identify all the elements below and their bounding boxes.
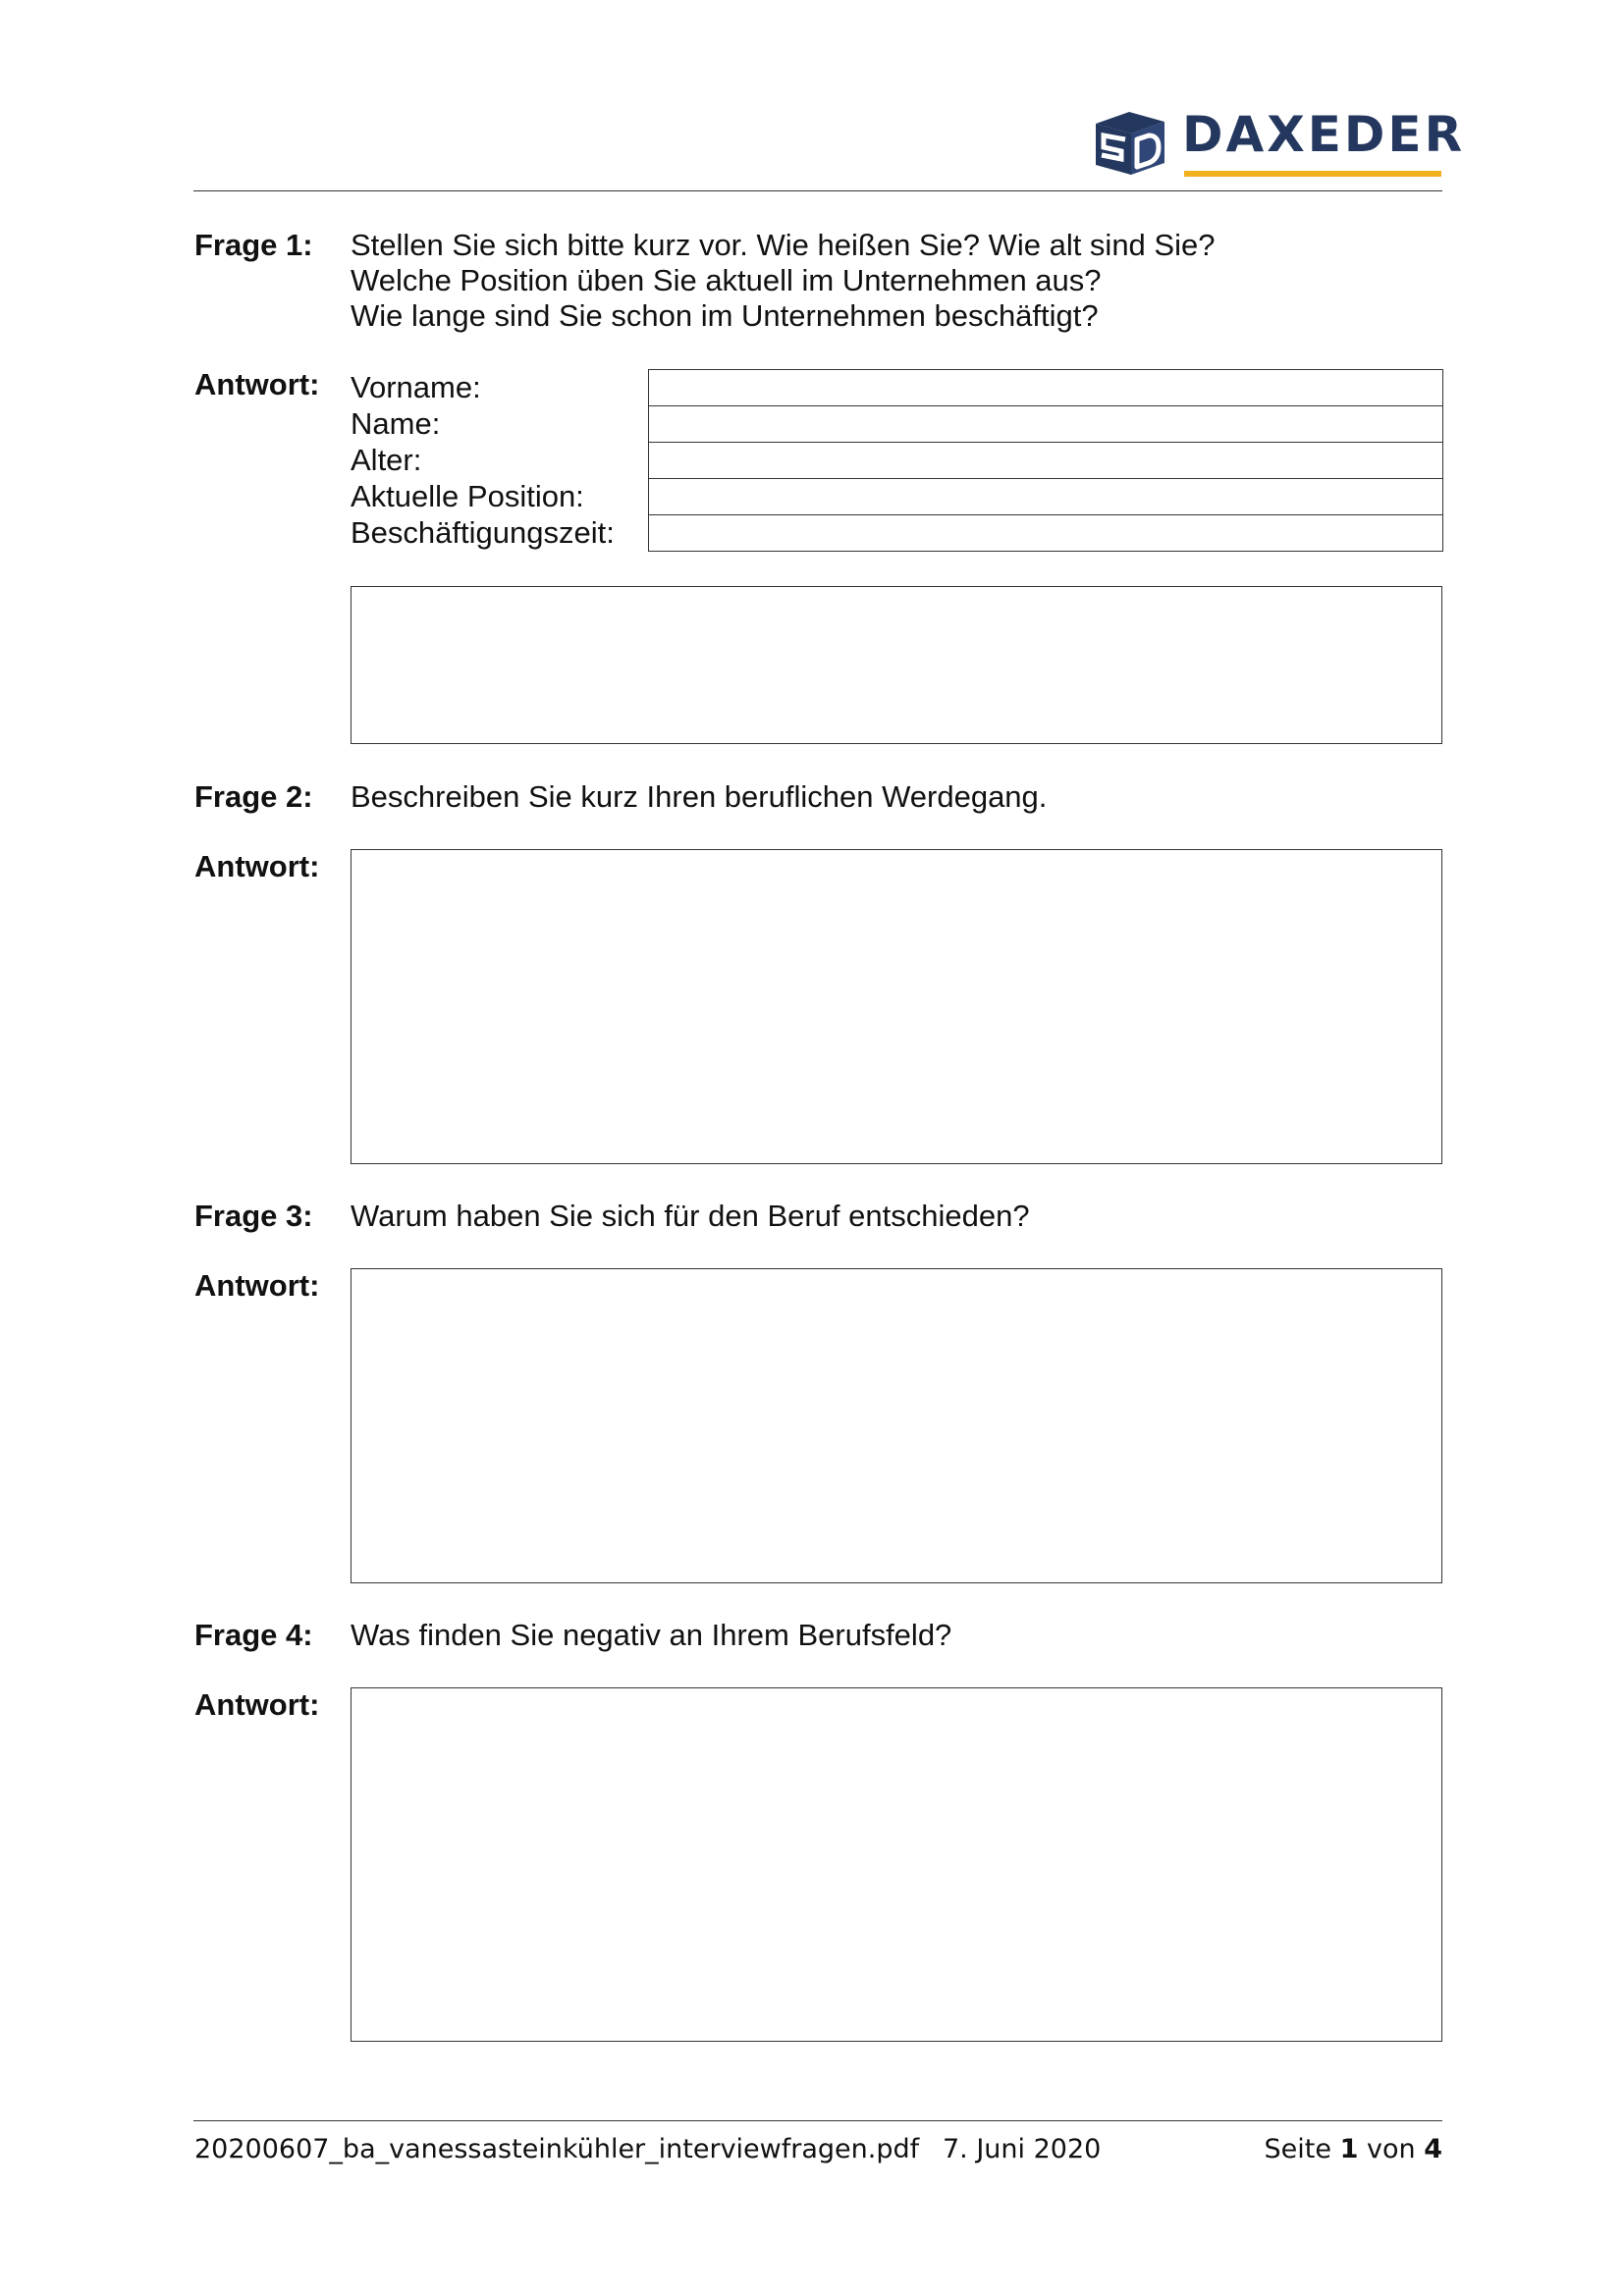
question-1-label: Frage 1:: [194, 228, 313, 262]
page-mid: von: [1366, 2134, 1416, 2164]
field-label-position: Aktuelle Position:: [351, 479, 584, 513]
company-logo: [1088, 106, 1466, 181]
position-input[interactable]: [648, 478, 1443, 515]
logo-wordmark: DAXEDER: [1182, 106, 1466, 163]
field-label-beschaeftigungszeit: Beschäftigungszeit:: [351, 515, 615, 550]
answer-3-label: Antwort:: [194, 1268, 320, 1303]
footer-page-number: [1265, 2133, 1442, 2166]
question-4-text: Was finden Sie negativ an Ihrem Berufsfeld?: [351, 1618, 952, 1652]
footer-divider: [193, 2120, 1442, 2121]
question-2-text: Beschreiben Sie kurz Ihren beruflichen Werdegang.: [351, 779, 1048, 814]
answer-1-textbox[interactable]: [351, 586, 1442, 744]
answer-4-textbox[interactable]: [351, 1687, 1442, 2042]
answer-2-label: Antwort:: [194, 849, 320, 883]
logo-underline: [1184, 171, 1441, 177]
name-input[interactable]: [648, 405, 1443, 443]
sd-cube-logo-icon: [1088, 110, 1170, 177]
page-prefix: Seite: [1264, 2134, 1331, 2164]
question-1-line-2: Welche Position üben Sie aktuell im Unternehmen aus?: [351, 263, 1102, 297]
footer-filename: 20200607_ba_vanessasteinkühler_interviewfragen.pdf: [194, 2134, 920, 2164]
answer-4-label: Antwort:: [194, 1687, 320, 1722]
answer-3-textbox[interactable]: [351, 1268, 1442, 1583]
field-label-alter: Alter:: [351, 443, 422, 477]
page-total: 4: [1424, 2134, 1442, 2164]
question-3-label: Frage 3:: [194, 1199, 313, 1233]
answer-1-label: Antwort:: [194, 367, 320, 401]
question-1-line-1: Stellen Sie sich bitte kurz vor. Wie heißen Sie? Wie alt sind Sie?: [351, 228, 1216, 262]
question-1-line-3: Wie lange sind Sie schon im Unternehmen beschäftigt?: [351, 298, 1099, 333]
question-2-label: Frage 2:: [194, 779, 313, 814]
alter-input[interactable]: [648, 442, 1443, 479]
question-4-label: Frage 4:: [194, 1618, 313, 1652]
page-current: 1: [1339, 2134, 1359, 2164]
field-label-vorname: Vorname:: [351, 370, 481, 404]
answer-2-textbox[interactable]: [351, 849, 1442, 1164]
header-divider: [193, 190, 1442, 191]
question-3-text: Warum haben Sie sich für den Beruf entschieden?: [351, 1199, 1030, 1233]
beschaeftigungszeit-input[interactable]: [648, 514, 1443, 552]
field-label-name: Name:: [351, 406, 441, 441]
vorname-input[interactable]: [648, 369, 1443, 406]
footer-date: 7. Juni 2020: [943, 2134, 1102, 2164]
